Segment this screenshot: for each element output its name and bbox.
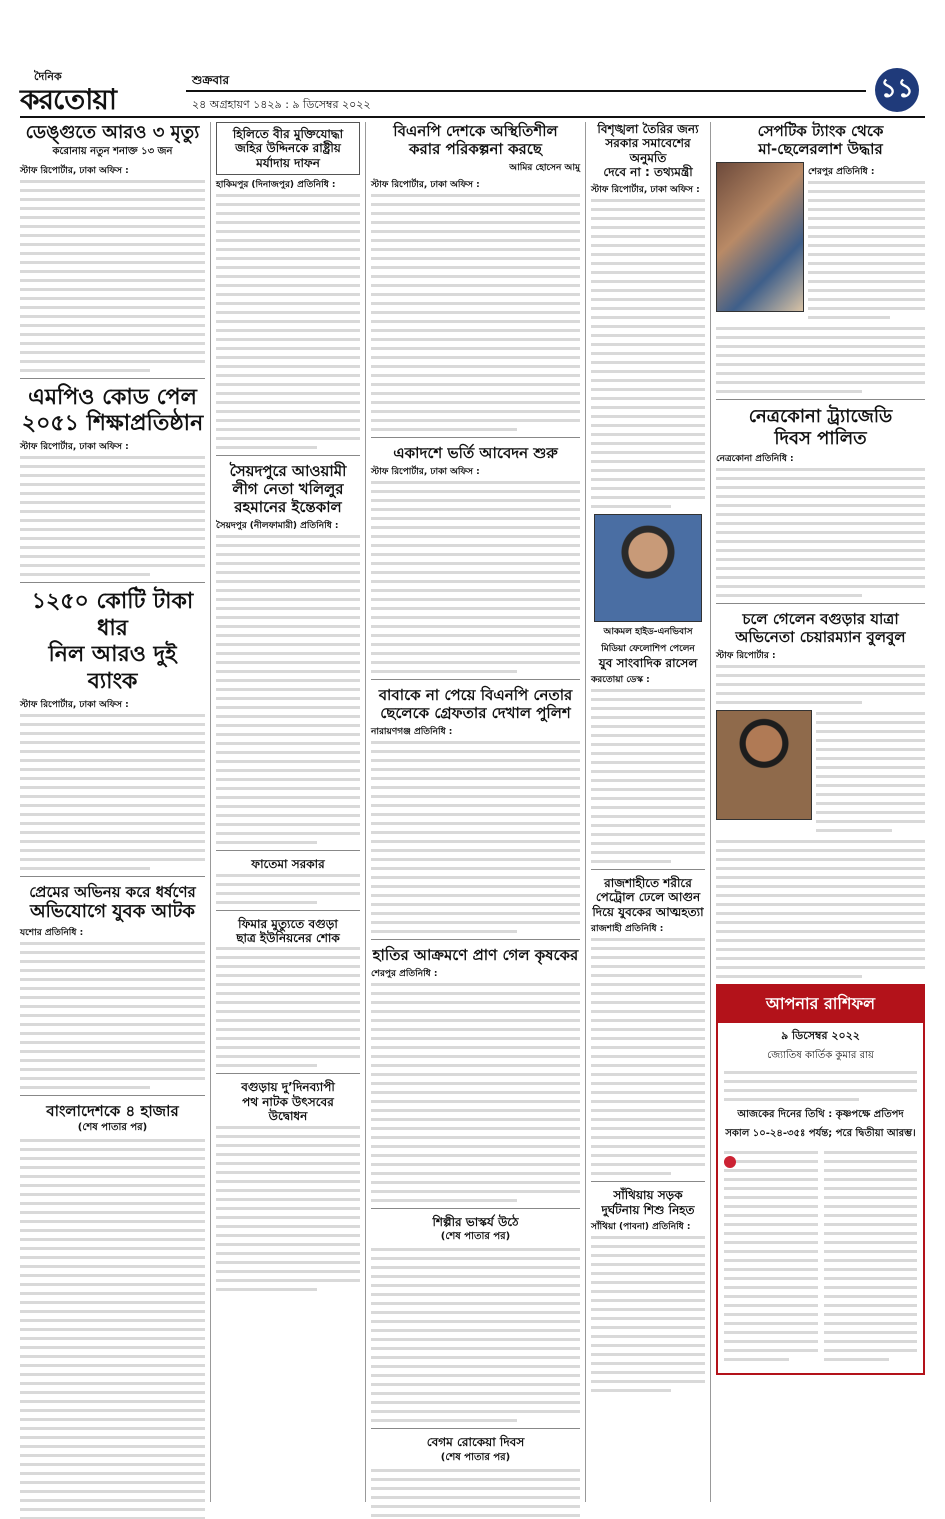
headline-line-2: ২০৫১ শিক্ষাপ্রতিষ্ঠান [21, 410, 204, 436]
logo-main-text: করতোয়া [20, 83, 116, 116]
article-body [591, 199, 705, 508]
article-divider [20, 378, 205, 379]
issue-day: শুক্রবার [192, 73, 230, 87]
article-body [216, 535, 360, 844]
dateline: সাঁথিয়া (পাবনা) প্রতিনিধি : [591, 1221, 691, 1232]
article-divider [371, 939, 580, 940]
headline: চলে গেলেন বগুড়ার যাত্রা [742, 610, 899, 629]
headline: নেত্রকোনা ট্র্যাজেডি [748, 406, 893, 427]
article-body [591, 689, 705, 863]
dateline: শেরপুর প্রতিনিধি : [371, 969, 438, 979]
headline: শিল্পীর ভাস্কর্য উঠে [432, 1215, 519, 1229]
headline-line-2: ছেলেকে গ্রেফতার দেখাল পুলিশ [380, 704, 571, 722]
headline-line-2: অভিনেতা চেয়ারম্যান বুলবুল [735, 628, 906, 647]
zodiac-list-left [724, 1149, 818, 1367]
article-body [371, 1469, 580, 1519]
headline: বেগম রোকেয়া দিবস [426, 1435, 525, 1450]
headline-line-2: পেট্রোল ঢেলে আগুন [595, 890, 701, 905]
article-body [20, 1139, 205, 1519]
headline: ডেঙ্গুতে আরও ৩ মৃত্যু [25, 122, 200, 143]
headline: বিশৃঙ্খলা তৈরির জন্য [597, 122, 699, 136]
article-divider [716, 399, 925, 400]
continued-label: (শেষ পাতার পর) [440, 1451, 511, 1463]
article-body [808, 181, 925, 319]
headline: একাদশে ভর্তি আবেদন শুরু [393, 444, 558, 462]
astrologer-name: জ্যোতিষ কার্তিক কুমার রায় [767, 1050, 874, 1062]
article-divider [591, 1181, 705, 1182]
header-divider [20, 116, 925, 118]
headline-line-2: পথ নাটক উৎসবের [242, 1094, 334, 1109]
headline-line-2: দুর্ঘটনায় শিশু নিহত [601, 1202, 695, 1217]
article-body [20, 456, 205, 576]
headline: বাবাকে না পেয়ে বিএনপি নেতার [378, 686, 573, 704]
article-body [716, 665, 925, 704]
continued-label: (শেষ পাতার পর) [440, 1231, 511, 1243]
horoscope-intro [718, 1067, 923, 1101]
headline-line-3: রহমানের ইন্তেকাল [234, 498, 342, 517]
article-body [371, 194, 580, 431]
article-body [371, 741, 580, 933]
headline-line-2: নিল আরও দুই ব্যাংক [48, 642, 177, 694]
reporter-photo [594, 514, 702, 622]
headline-line-3: দিয়ে যুবকের আত্মহত্যা [592, 904, 704, 919]
column-divider [710, 122, 711, 1502]
photo-caption: আকমল হাইড-এনভিবাস [603, 626, 693, 637]
headline: বগুড়ায় দু’দিনব্যাপী [241, 1080, 335, 1095]
headline: বিএনপি দেশকে অস্থিতিশীল [393, 122, 558, 140]
article-body [716, 468, 925, 597]
dateline: সৈয়দপুর (নীলফামারী) প্রতিনিধি : [216, 521, 339, 532]
article-body [591, 938, 705, 1175]
headline: এমপিও কোড পেল [28, 384, 197, 410]
article-divider [371, 1208, 580, 1209]
column-3 [371, 122, 580, 1519]
column-1 [20, 122, 205, 1519]
headline-line-2: দিবস পালিত [774, 427, 867, 449]
issue-date: ২৪ অগ্রহায়ণ ১৪২৯ : ৯ ডিসেম্বর ২০২২ [192, 98, 371, 111]
headline-line-2: সরকার সমাবেশের অনুমতি [605, 136, 691, 165]
column-2 [216, 122, 360, 1297]
headline-line-2: ছাত্র ইউনিয়নের শোক [236, 930, 340, 945]
dateline: যশোর প্রতিনিধি : [20, 927, 84, 938]
headline: ফিমার মুত্যুতে বগুড়া [238, 916, 338, 931]
article-divider [216, 850, 360, 851]
page-number-badge: ১১ [875, 68, 919, 112]
dateline: রাজশাহী প্রতিনিধি : [591, 924, 664, 935]
masthead [20, 68, 925, 114]
headline: হাতির আক্রমণে প্রাণ গেল কৃষকের [372, 946, 579, 964]
article-body [216, 947, 360, 1067]
subheadline: করোনায় নতুন শনাক্ত ১৩ জন [52, 145, 173, 157]
column-divider [585, 122, 586, 1502]
article-divider [216, 910, 360, 911]
column-4 [591, 122, 705, 1398]
headline: প্রেমের অভিনয় করে ধর্ষণের [29, 882, 196, 901]
article-body [20, 714, 205, 870]
article-body [371, 983, 580, 1202]
column-5 [716, 122, 925, 1375]
horoscope-box [716, 984, 925, 1375]
article-body [591, 1236, 705, 1392]
article-divider [216, 455, 360, 456]
dateline: স্টাফ রিপোর্টার : [716, 651, 776, 662]
dateline: স্টাফ রিপোর্টার, ঢাকা অফিস : [591, 184, 700, 195]
photo-caption-line-2: মিডিয়া ফেলোশিপ পেলেন [601, 643, 695, 654]
headline: রাজশাহীতে শরীরে [604, 875, 692, 890]
article-body [371, 1248, 580, 1422]
horoscope-title: আপনার রাশিফল [718, 986, 923, 1023]
headline: ১২৫০ কোটি টাকা ধার [31, 589, 194, 641]
dateline: শেরপুর প্রতিনিধি : [808, 167, 875, 177]
headline: বাংলাদেশকে ৪ হাজার [46, 1101, 179, 1120]
news-photo [716, 162, 804, 312]
tithi-note: আজকের দিনের তিথি : কৃষ্ণপক্ষে প্রতিপদ [737, 1109, 904, 1121]
article-body [216, 194, 360, 449]
article-divider [20, 582, 205, 583]
dateline: করতোয়া ডেস্ক : [591, 674, 650, 685]
newspaper-logo [20, 68, 180, 116]
dateline: স্টাফ রিপোর্টার, ঢাকা অফিস : [371, 467, 480, 477]
article-divider [216, 1073, 360, 1074]
article-body [20, 180, 205, 372]
obituary-photo [716, 710, 812, 820]
logo-small-text: দৈনিক [34, 70, 62, 83]
article-divider [371, 1428, 580, 1429]
headline-line-3: মর্যাদায় দাফন [256, 155, 320, 170]
dateline: নেত্রকোনা প্রতিনিধি : [716, 454, 794, 465]
column-divider [365, 122, 366, 1502]
dateline: স্টাফ রিপোর্টার, ঢাকা অফিস : [20, 442, 129, 453]
article-divider [371, 437, 580, 438]
zodiac-icon [724, 1156, 736, 1168]
dateline: স্টাফ রিপোর্টার, ঢাকা অফিস : [371, 180, 480, 190]
article-body [816, 712, 925, 838]
article-body [716, 840, 925, 978]
dateline: নারায়ণগঞ্জ প্রতিনিধি : [371, 727, 453, 737]
quote-attribution: আমির হোসেন আমু [509, 163, 580, 173]
headline-line-2: লীগ নেতা খলিলুর [232, 480, 344, 499]
headline-line-2: মা-ছেলেরলাশ উদ্ধার [758, 140, 883, 158]
continued-label: (শেষ পাতার পর) [77, 1121, 148, 1133]
headline: হিলিতে বীর মুক্তিযোদ্ধা [232, 127, 344, 141]
headline: সৈয়দপুরে আওয়ামী [229, 462, 347, 481]
masthead-rule [186, 90, 866, 92]
headline: ফাতেমা সরকার [251, 857, 325, 872]
article-divider [20, 876, 205, 877]
boxed-article [216, 122, 360, 175]
article-divider [20, 1095, 205, 1096]
article-body [371, 481, 580, 673]
horoscope-date: ৯ ডিসেম্বর ২০২২ [781, 1029, 860, 1043]
tithi-time: সকাল ১০-২৪-৩৫ঃ পর্যন্ত; পরে দ্বিতীয়া আরম্ভ। [725, 1128, 916, 1140]
headline-line-2: অভিযোগে যুবক আটক [30, 900, 195, 922]
article-body [20, 942, 205, 1089]
headline: যুব সাংবাদিক রাসেল [598, 655, 698, 670]
article-divider [371, 679, 580, 680]
article-body [716, 327, 925, 393]
headline-line-3: দেবে না : তথ্যমন্ত্রী [603, 165, 693, 180]
headline-line-2: জহির উদ্দিনকে রাষ্ট্রীয় [235, 141, 341, 156]
dateline: হাকিমপুর (দিনাজপুর) প্রতিনিধি : [216, 180, 336, 191]
zodiac-list-right [824, 1149, 918, 1367]
article-divider [716, 603, 925, 604]
dateline: স্টাফ রিপোর্টার, ঢাকা অফিস : [20, 699, 129, 710]
headline-line-2: করার পরিকল্পনা করছে [409, 140, 542, 158]
column-divider [210, 122, 211, 1502]
headline: সেপটিক ট্যাংক থেকে [757, 122, 884, 140]
dateline: স্টাফ রিপোর্টার, ঢাকা অফিস : [20, 165, 129, 176]
article-body [216, 1126, 360, 1291]
headline: সাঁথিয়ায় সড়ক [613, 1188, 683, 1203]
headline-line-3: উদ্বোধন [268, 1109, 308, 1124]
article-body [216, 874, 360, 904]
article-divider [591, 869, 705, 870]
